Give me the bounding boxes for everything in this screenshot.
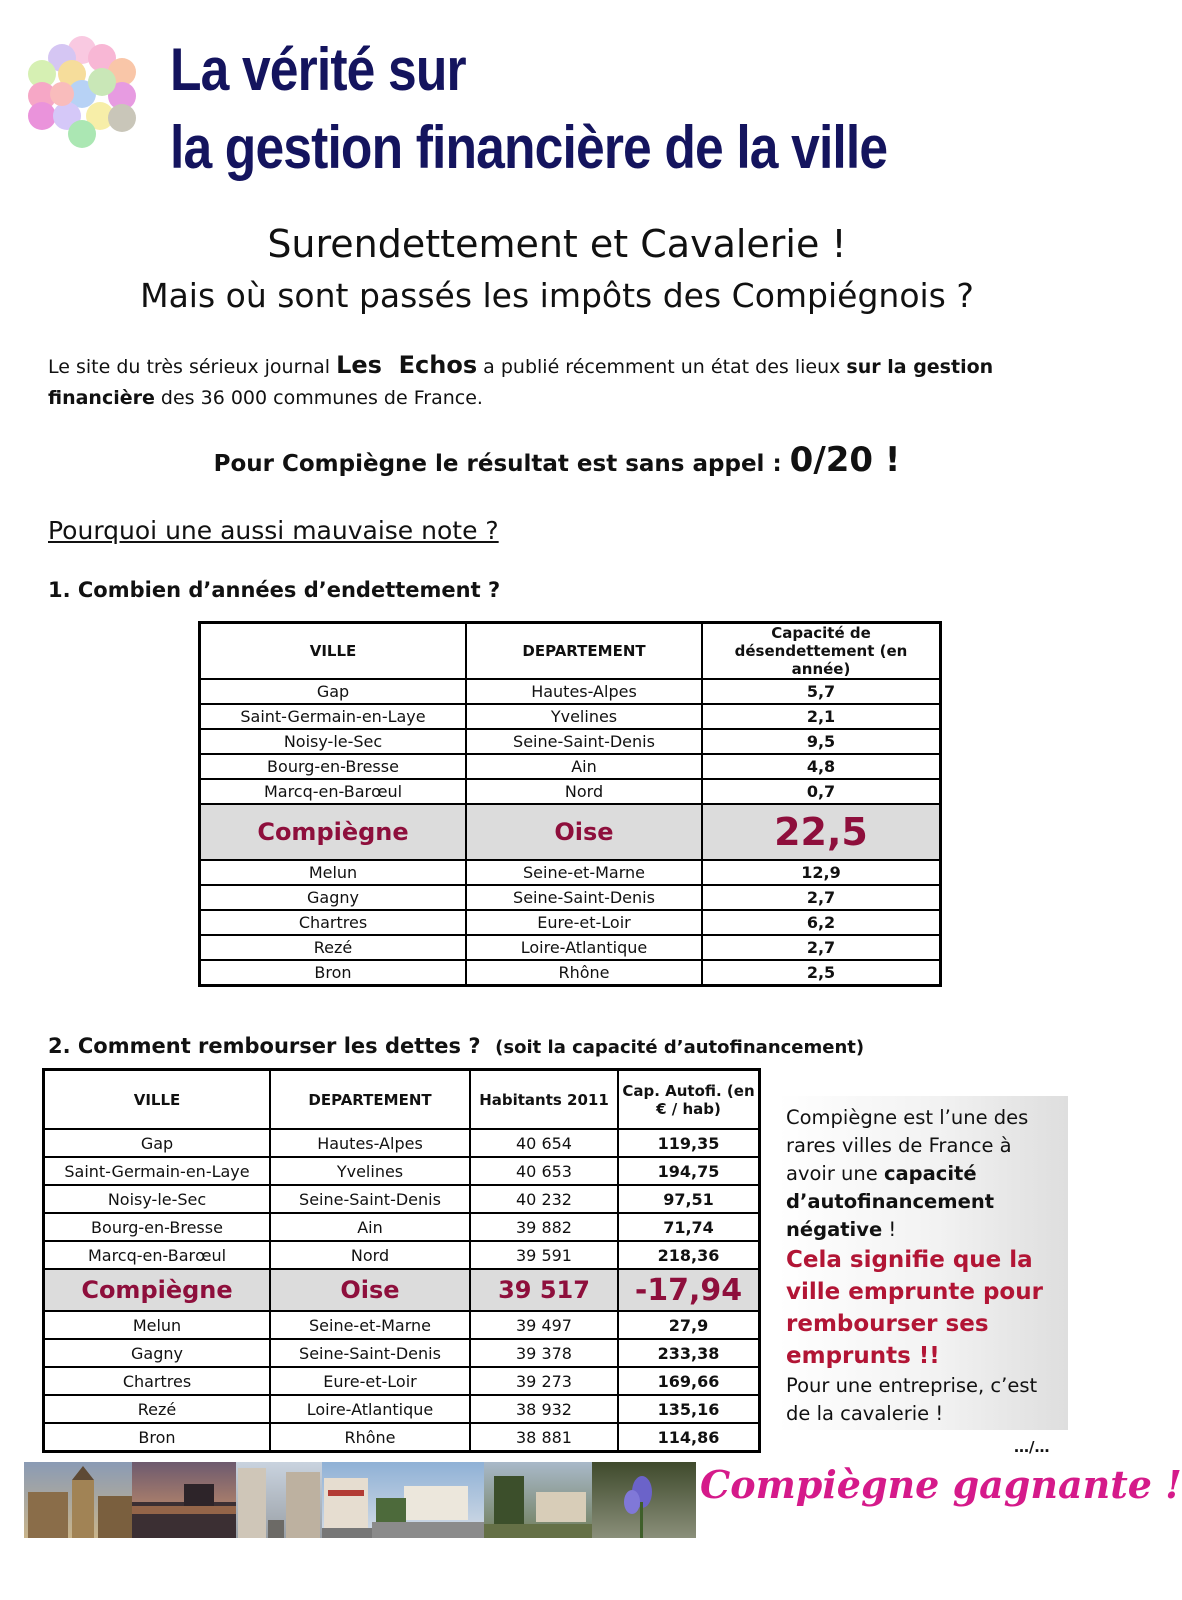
table-cell: Marcq-en-Barœul <box>200 779 467 804</box>
table-cell: 39 882 <box>470 1213 618 1241</box>
table-cell: 97,51 <box>618 1185 760 1213</box>
table-cell: 2,7 <box>702 935 941 960</box>
table-cell: Seine-Saint-Denis <box>466 885 702 910</box>
table-cell: 39 591 <box>470 1241 618 1269</box>
table-cell: 40 654 <box>470 1129 618 1157</box>
callout-conclusion: Pour une entreprise, c’est de la cavalerie ! <box>786 1374 1038 1425</box>
table-row <box>44 1395 760 1423</box>
table-cell: -17,94 <box>618 1269 760 1311</box>
table-cell: Bron <box>200 960 467 986</box>
column-header-departement: DEPARTEMENT <box>270 1070 470 1130</box>
section2-title-note: (soit la capacité d’autofinancement) <box>495 1037 865 1058</box>
table-row <box>44 1311 760 1339</box>
table-cell: 71,74 <box>618 1213 760 1241</box>
continuation-mark: …/… <box>1014 1438 1050 1456</box>
column-header-ville: VILLE <box>44 1070 271 1130</box>
intro-text-3: des 36 000 communes de France. <box>154 387 483 409</box>
table-cell: Oise <box>270 1269 470 1311</box>
callout-bold: capacité d’autofinancement négative <box>786 1162 995 1241</box>
table-cell: Gagny <box>44 1339 271 1367</box>
section1-title: 1. Combien d’années d’endettement ? <box>48 578 501 602</box>
column-header-habitants: Habitants 2011 <box>470 1070 618 1130</box>
logo-circles <box>22 34 142 154</box>
table-cell: Rhône <box>466 960 702 986</box>
table-cell: Melun <box>200 860 467 885</box>
table-cell: Compiègne <box>200 804 467 860</box>
table-cell: Rhône <box>270 1423 470 1452</box>
table-cell: 0,7 <box>702 779 941 804</box>
table-row <box>200 885 941 910</box>
table-cell: Seine-et-Marne <box>270 1311 470 1339</box>
table-cell: 194,75 <box>618 1157 760 1185</box>
table-cell: Chartres <box>200 910 467 935</box>
intro-text-1: Le site du très sérieux journal <box>48 356 337 378</box>
table-cell: Bourg-en-Bresse <box>200 754 467 779</box>
table-cell: Rezé <box>200 935 467 960</box>
table-cell: Seine-Saint-Denis <box>270 1185 470 1213</box>
page-title-line2: la gestion financière de la ville <box>170 114 888 181</box>
table-row <box>44 1241 760 1269</box>
table-row <box>44 1423 760 1452</box>
debt-capacity-table <box>198 621 942 987</box>
table-cell: Seine-Saint-Denis <box>270 1339 470 1367</box>
table-cell: 39 273 <box>470 1367 618 1395</box>
table-cell: Seine-et-Marne <box>466 860 702 885</box>
table-row <box>200 960 941 986</box>
table-cell: 5,7 <box>702 679 941 704</box>
photo-3 <box>236 1462 322 1538</box>
table-cell: Hautes-Alpes <box>270 1129 470 1157</box>
table-row-highlight <box>200 804 941 860</box>
table-cell: Compiègne <box>44 1269 271 1311</box>
table-cell: 218,36 <box>618 1241 760 1269</box>
table-row <box>44 1185 760 1213</box>
table-cell: Nord <box>466 779 702 804</box>
table-cell: 39 378 <box>470 1339 618 1367</box>
table-cell: Saint-Germain-en-Laye <box>200 704 467 729</box>
table-cell: 38 932 <box>470 1395 618 1423</box>
signature-logo: Compiègne gagnante ! <box>700 1462 1182 1507</box>
table-cell: 9,5 <box>702 729 941 754</box>
table-row <box>44 1129 760 1157</box>
table-row <box>44 1367 760 1395</box>
table-row <box>200 679 941 704</box>
why-heading: Pourquoi une aussi mauvaise note ? <box>48 516 499 545</box>
table-cell: Noisy-le-Sec <box>44 1185 271 1213</box>
table-cell: 6,2 <box>702 910 941 935</box>
table-row-highlight <box>44 1269 760 1311</box>
table-cell: Gagny <box>200 885 467 910</box>
intro-bold: sur la gestion financière <box>48 356 994 409</box>
newspaper-name: Les Echos <box>336 351 478 379</box>
table-row <box>200 779 941 804</box>
section2-title-main: 2. Comment rembourser les dettes ? <box>48 1034 481 1058</box>
table-cell: Seine-Saint-Denis <box>466 729 702 754</box>
table-cell: 119,35 <box>618 1129 760 1157</box>
photo-2 <box>132 1462 236 1538</box>
subtitle-main: Surendettement et Cavalerie ! <box>267 222 847 266</box>
table-cell: Bron <box>44 1423 271 1452</box>
table-cell: Yvelines <box>466 704 702 729</box>
table-cell: 39 517 <box>470 1269 618 1311</box>
table-row <box>200 729 941 754</box>
self-financing-table <box>42 1068 761 1453</box>
table-cell: Loire-Atlantique <box>270 1395 470 1423</box>
table-cell: Nord <box>270 1241 470 1269</box>
table-cell: 2,5 <box>702 960 941 986</box>
table-row <box>44 1157 760 1185</box>
table-header-row <box>200 623 941 680</box>
table-cell: 40 232 <box>470 1185 618 1213</box>
callout-box <box>778 1096 1068 1430</box>
table-cell: Yvelines <box>270 1157 470 1185</box>
table-cell: Bourg-en-Bresse <box>44 1213 271 1241</box>
table-cell: 2,1 <box>702 704 941 729</box>
callout-warning: Cela signifie que la ville emprunte pour rembourser ses emprunts !! <box>786 1247 1043 1369</box>
callout-text: Compiègne est l’une des rares villes de France à avoir une <box>786 1106 1029 1185</box>
table-cell: 135,16 <box>618 1395 760 1423</box>
table-cell: 2,7 <box>702 885 941 910</box>
table-row <box>44 1213 760 1241</box>
table-cell: Noisy-le-Sec <box>200 729 467 754</box>
intro-text-2: a publié récemment un état des lieux <box>477 356 847 378</box>
table-cell: 39 497 <box>470 1311 618 1339</box>
table-cell: Saint-Germain-en-Laye <box>44 1157 271 1185</box>
table-header-row <box>44 1070 760 1130</box>
table-cell: Eure-et-Loir <box>466 910 702 935</box>
table-cell: Oise <box>466 804 702 860</box>
column-header-cap-autofi: Cap. Autofi. (en € / hab) <box>618 1070 760 1130</box>
table-cell: Gap <box>44 1129 271 1157</box>
table-cell: 38 881 <box>470 1423 618 1452</box>
photo-4 <box>322 1462 372 1538</box>
column-header-capacite: Capacité de désendettement (en année) <box>702 623 941 680</box>
table-cell: Marcq-en-Barœul <box>44 1241 271 1269</box>
table-row <box>200 910 941 935</box>
table-row <box>200 704 941 729</box>
table-cell: 233,38 <box>618 1339 760 1367</box>
subtitle-question: Mais où sont passés les impôts des Compiégnois ? <box>140 276 974 315</box>
table-row <box>44 1339 760 1367</box>
table-cell: 27,9 <box>618 1311 760 1339</box>
table-cell: Ain <box>270 1213 470 1241</box>
table-cell: Eure-et-Loir <box>270 1367 470 1395</box>
table-row <box>200 860 941 885</box>
table-cell: Rezé <box>44 1395 271 1423</box>
table-cell: Ain <box>466 754 702 779</box>
table-row <box>200 935 941 960</box>
table-cell: Melun <box>44 1311 271 1339</box>
table-cell: 114,86 <box>618 1423 760 1452</box>
table-row <box>200 754 941 779</box>
table-cell: 40 653 <box>470 1157 618 1185</box>
intro-paragraph <box>48 350 1078 414</box>
table-cell: Chartres <box>44 1367 271 1395</box>
verdict <box>0 440 1114 480</box>
table-cell: Hautes-Alpes <box>466 679 702 704</box>
photo-7 <box>592 1462 696 1538</box>
photo-6 <box>484 1462 592 1538</box>
column-header-departement: DEPARTEMENT <box>466 623 702 680</box>
page-title-line1: La vérité sur <box>170 36 466 103</box>
table-cell: 22,5 <box>702 804 941 860</box>
table-cell: Gap <box>200 679 467 704</box>
photo-5 <box>372 1462 484 1538</box>
verdict-text: Pour Compiègne le résultat est sans appel : <box>213 451 790 477</box>
callout-text-end: ! <box>882 1218 897 1241</box>
table-cell: 12,9 <box>702 860 941 885</box>
column-header-ville: VILLE <box>200 623 467 680</box>
table-cell: 169,66 <box>618 1367 760 1395</box>
table-cell: 4,8 <box>702 754 941 779</box>
city-photo-strip <box>24 1462 696 1538</box>
table-cell: Loire-Atlantique <box>466 935 702 960</box>
verdict-grade: 0/20 ! <box>789 440 901 480</box>
section2-title <box>48 1034 864 1058</box>
photo-1 <box>24 1462 132 1538</box>
